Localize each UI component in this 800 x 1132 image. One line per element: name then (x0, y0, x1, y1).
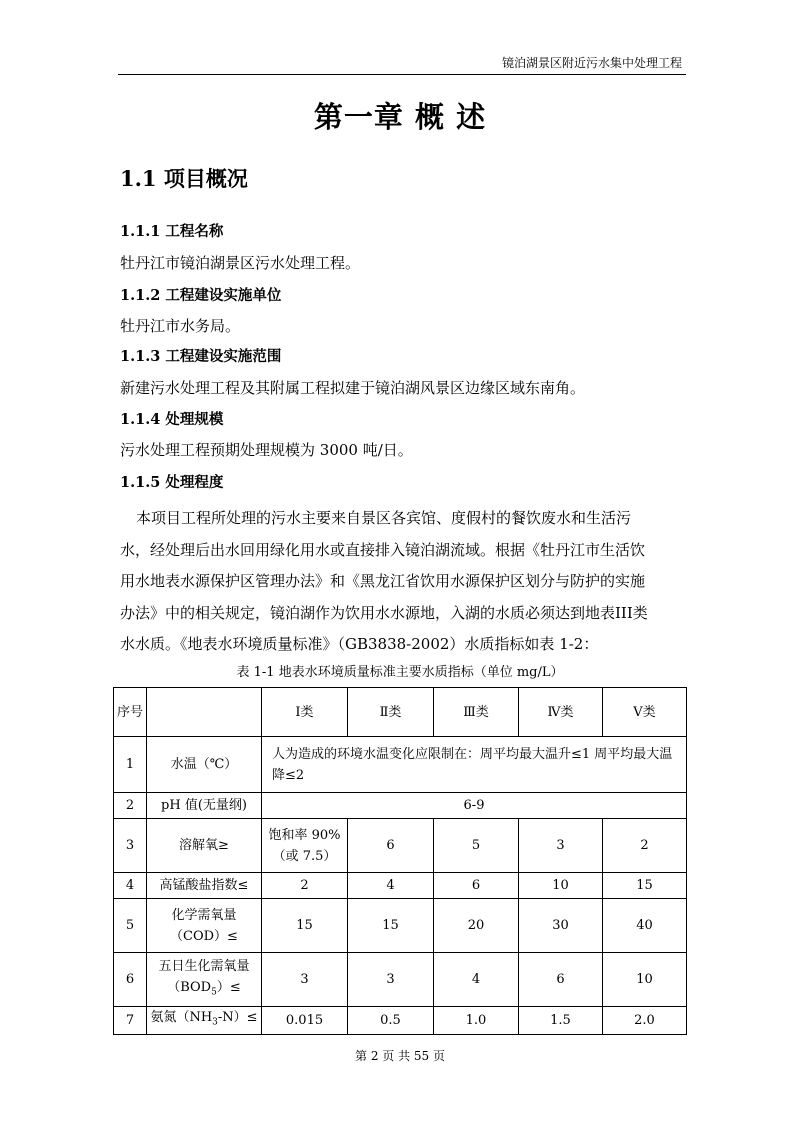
paragraph-line: 水，经处理后出水回用绿化用水或直接排入镜泊湖流域。根据《牡丹江市生活饮 (120, 540, 646, 559)
cell-value: 4 (348, 873, 434, 899)
table-row (114, 1007, 687, 1035)
paragraph-line: 本项目工程所处理的污水主要来自景区各宾馆、度假村的餐饮废水和生活污 (136, 509, 632, 527)
table-row (114, 737, 687, 793)
cell-name-part: 五日生化需氧量（BOD (158, 958, 250, 995)
cell-value: 3 (348, 953, 434, 1007)
subscript: 5 (211, 987, 217, 998)
subsection-heading: 1.1.2 工程建设实施单位 (120, 287, 282, 304)
table-caption: 表 1-1 地表水环境质量标准主要水质指标（单位 mg/L） (236, 665, 564, 680)
cell-value: 6 (434, 873, 519, 899)
chapter-title: 第一章 概 述 (313, 100, 487, 134)
subsection-heading: 1.1.3 工程建设实施范围 (120, 348, 282, 365)
cell-merged: 6-9 (262, 793, 687, 819)
cell-value: 0.5 (348, 1007, 434, 1035)
cell-no: 4 (114, 873, 147, 899)
cell-value: 1.0 (434, 1007, 519, 1035)
subsection-text: 牡丹江市镜泊湖景区污水处理工程。 (120, 254, 361, 272)
cell-name: 高锰酸盐指数≤ (147, 873, 262, 899)
cell-name (147, 953, 262, 1007)
cell-value: 15 (603, 873, 687, 899)
cell-value: 15 (348, 899, 434, 953)
subsection-text: 牡丹江市水务局。 (120, 317, 241, 335)
table-row (114, 819, 687, 873)
header-cell-class: Ⅴ类 (603, 688, 687, 737)
cell-value: 15 (262, 899, 348, 953)
cell-value: 3 (262, 953, 348, 1007)
page-header (118, 48, 686, 75)
paragraph-line: 办法》中的相关规定，镜泊湖作为饮用水水源地，入湖的水质必须达到地表III类 (120, 603, 648, 622)
cell-value: 0.015 (262, 1007, 348, 1035)
water-quality-table (113, 687, 687, 1035)
subscript: 3 (212, 1017, 218, 1028)
table-row (114, 899, 687, 953)
cell-value: 40 (603, 899, 687, 953)
cell-value: 饱和率 90%（或 7.5） (262, 819, 348, 873)
paragraph-line: 水水质。《地表水环境质量标准》（GB3838-2002）水质指标如表 1-2： (120, 635, 599, 653)
cell-name (147, 1007, 262, 1035)
cell-value: 6 (348, 819, 434, 873)
section-title: 1.1 项目概况 (120, 166, 248, 191)
table-row (114, 793, 687, 819)
cell-name-part: -N）≤ (217, 1010, 258, 1025)
subsection-heading: 1.1.5 处理程度 (120, 474, 224, 491)
cell-name: 水温（℃） (147, 737, 262, 793)
subsection-heading: 1.1.4 处理规模 (120, 411, 224, 428)
cell-merged: 人为造成的环境水温变化应限制在：周平均最大温升≤1 周平均最大温降≤2 (262, 737, 687, 793)
paragraph-line: 用水地表水源保护区管理办法》和《黑龙江省饮用水源保护区划分与防护的实施 (120, 572, 646, 590)
header-cell-class: Ⅳ类 (519, 688, 603, 737)
cell-value: 1.5 (519, 1007, 603, 1035)
cell-value: 5 (434, 819, 519, 873)
cell-value: 10 (519, 873, 603, 899)
cell-value: 20 (434, 899, 519, 953)
cell-value: 3 (519, 819, 603, 873)
cell-value: 2 (262, 873, 348, 899)
cell-value: 10 (603, 953, 687, 1007)
cell-no: 3 (114, 819, 147, 873)
cell-value: 2.0 (603, 1007, 687, 1035)
cell-value: 6 (519, 953, 603, 1007)
cell-no: 6 (114, 953, 147, 1007)
cell-no: 5 (114, 899, 147, 953)
cell-name: 化学需氧量（COD）≤ (147, 899, 262, 953)
subsection-text: 新建污水处理工程及其附属工程拟建于镜泊湖风景区边缘区域东南角。 (120, 379, 586, 397)
subsection-heading: 1.1.1 工程名称 (120, 223, 224, 240)
header-text: 镜泊湖景区附近污水集中处理工程 (501, 56, 682, 70)
cell-name: 溶解氧≥ (147, 819, 262, 873)
header-cell-name (147, 688, 262, 737)
cell-no: 7 (114, 1007, 147, 1035)
page-footer: 第 2 页 共 55 页 (355, 1049, 445, 1063)
cell-name: pH 值(无量纲) (147, 793, 262, 819)
cell-value: 30 (519, 899, 603, 953)
cell-name-part: 氨氮（NH (150, 1010, 213, 1025)
cell-name-part: ）≤ (216, 979, 241, 995)
cell-no: 2 (114, 793, 147, 819)
header-cell-class: Ⅲ类 (434, 688, 519, 737)
cell-no: 1 (114, 737, 147, 793)
header-cell-class: Ⅰ类 (262, 688, 348, 737)
cell-value: 2 (603, 819, 687, 873)
header-cell-class: Ⅱ类 (348, 688, 434, 737)
table-header-row (114, 688, 687, 737)
table-row (114, 873, 687, 899)
cell-value: 4 (434, 953, 519, 1007)
table-row (114, 953, 687, 1007)
subsection-text: 污水处理工程预期处理规模为 3000 吨/日。 (120, 441, 413, 459)
body-paragraph (120, 503, 686, 661)
header-cell-no: 序号 (114, 688, 147, 737)
